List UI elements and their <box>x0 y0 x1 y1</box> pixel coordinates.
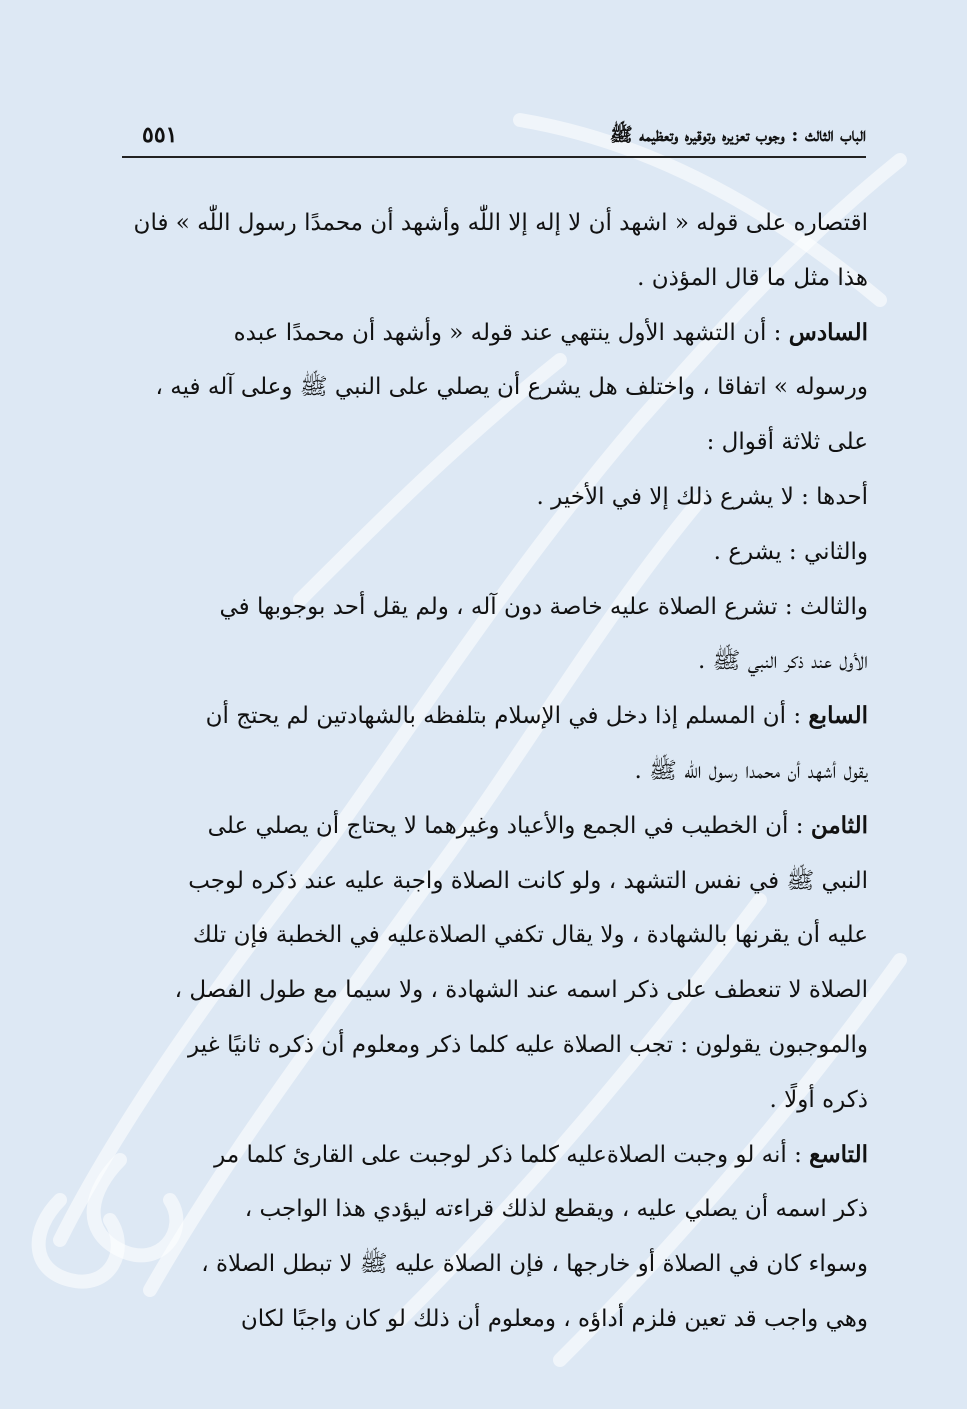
section-heading-sixth: السادس <box>788 318 868 346</box>
text-line: والثاني : يشرع . <box>713 538 868 565</box>
body-text <box>120 196 868 1347</box>
text-line: وسواء كان في الصلاة أو خارجها ، فإن الصلاة عليه ﷺ لا تبطل الصلاة ، <box>201 1251 868 1278</box>
text-line: هذا مثل ما قال المؤذن . <box>637 264 868 291</box>
page-number: ٥٥١ <box>142 122 178 148</box>
text-line: ذكره أولًا . <box>769 1086 868 1113</box>
section-heading-seventh: السابع <box>808 702 868 730</box>
text-line: اقتصاره على قوله « اشهد أن لا إله إلا اللّٰه وأشهد أن محمدًا رسول اللّٰه » فان <box>133 210 868 236</box>
text-line: يقول أشهد أن محمدا رسول اللّٰه ﷺ . <box>634 757 868 784</box>
text-line: الأول عند ذكر النبي ﷺ . <box>697 648 868 675</box>
text-line: السابع : أن المسلم إذا دخل في الإسلام بتلفظه بالشهادتين لم يحتج أن <box>205 702 868 730</box>
page-header <box>122 110 866 158</box>
text-line: عليه أن يقرنها بالشهادة ، ولا يقال تكفي الصلاةعليه في الخطبة فإن تلك <box>192 922 868 949</box>
text-line: النبي ﷺ في نفس التشهد ، ولو كانت الصلاة واجبة عليه عند ذكره لوجب <box>188 867 868 894</box>
text-line: التاسع : أنه لو وجبت الصلاةعليه كلما ذكر لوجبت على القارئ كلما مر <box>214 1140 868 1168</box>
running-title: الباب الثالث : وجوب تعزيره وتوقيره وتعظيمه ﷺ <box>609 124 866 146</box>
text-line: السادس : أن التشهد الأول ينتهي عند قوله « وأشهد أن محمدًا عبده <box>233 318 868 346</box>
text-line: على ثلاثة أقوال : <box>706 429 868 456</box>
text-line: الصلاة لا تنعطف على ذكر اسمه عند الشهادة ، ولا سيما مع طول الفصل ، <box>174 977 868 1004</box>
text-line: الثامن : أن الخطيب في الجمع والأعياد وغيرهما لا يحتاج أن يصلي على <box>207 811 868 839</box>
text-line: والثالث : تشرع الصلاة عليه خاصة دون آله ، ولم يقل أحد بوجوبها في <box>219 593 868 620</box>
section-heading-eighth: الثامن <box>810 811 868 839</box>
text-line: وهي واجب قد تعين فلزم أداؤه ، ومعلوم أن ذلك لو كان واجبًا لكان <box>240 1305 868 1332</box>
text-line: ذكر اسمه أن يصلي عليه ، ويقطع لذلك قراءته ليؤدي هذا الواجب ، <box>244 1196 868 1223</box>
section-heading-ninth: التاسع <box>809 1140 868 1168</box>
text-line: أحدها : لا يشرع ذلك إلا في الأخير . <box>536 483 868 510</box>
text-line: ورسوله » اتفاقا ، واختلف هل يشرع أن يصلي على النبي ﷺ وعلى آله فيه ، <box>155 374 868 401</box>
text-line: والموجبون يقولون : تجب الصلاة عليه كلما ذكر ومعلوم أن ذكره ثانيًا غير <box>188 1031 868 1058</box>
